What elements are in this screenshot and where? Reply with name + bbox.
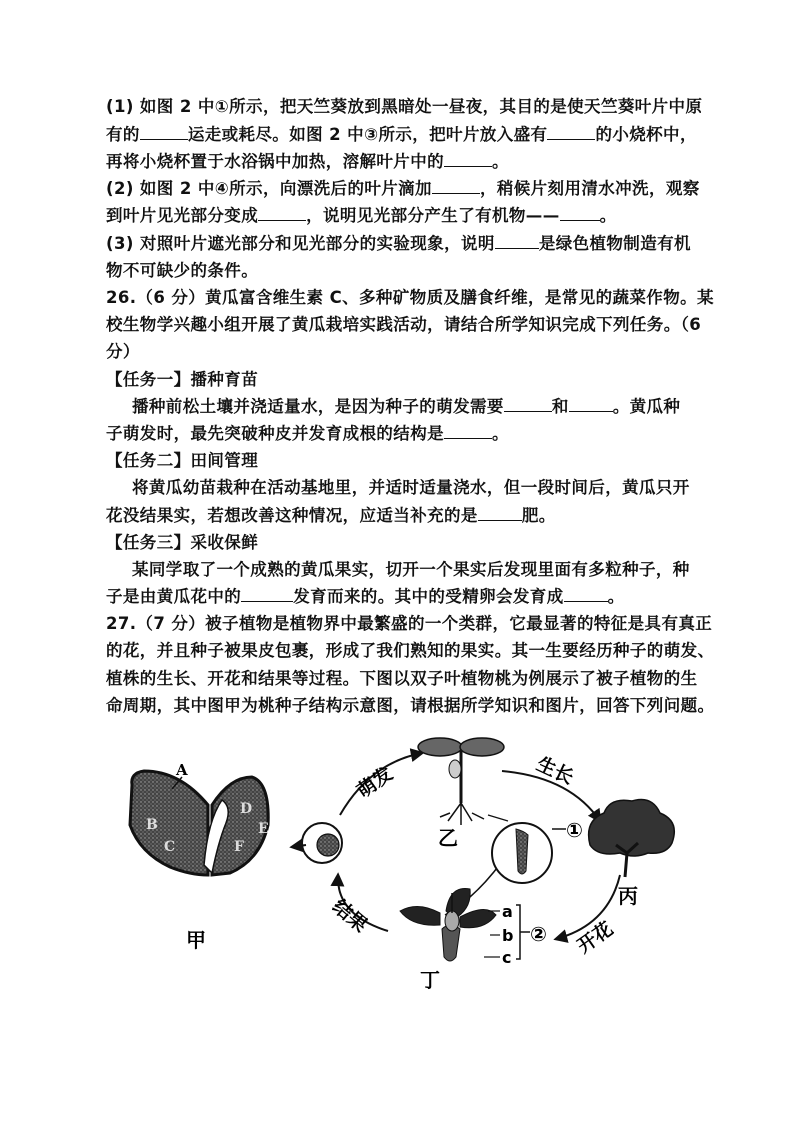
seed-cotyledon-left bbox=[130, 771, 208, 875]
tree-drawing bbox=[589, 800, 675, 878]
seed-label-b: B bbox=[146, 817, 158, 833]
answer-blank[interactable] bbox=[444, 152, 492, 167]
label-yi: 乙 bbox=[438, 826, 458, 850]
text-segment: (3) 对照叶片遮光部分和见光部分的实验现象，说明 bbox=[106, 234, 495, 253]
label-germinate: 萌发 bbox=[353, 762, 397, 803]
q25-part1-line2 bbox=[106, 124, 697, 146]
q25-part1-line3 bbox=[106, 151, 509, 173]
task1-line1 bbox=[132, 396, 680, 418]
label-fruit: 结果 bbox=[328, 895, 372, 937]
text-segment: 子是由黄瓜花中的 bbox=[106, 587, 242, 606]
text-segment: 。 bbox=[492, 424, 509, 443]
q26-stem-line1: 26.（6 分）黄瓜富含维生素 C、多种矿物质及膳食纤维，是常见的蔬菜作物。某 bbox=[106, 288, 714, 307]
seed-label-a: A bbox=[176, 761, 188, 779]
label-circle2: ② bbox=[530, 922, 547, 946]
answer-blank[interactable] bbox=[504, 397, 552, 412]
seed-label-d: D bbox=[240, 801, 253, 817]
flower-part-a: a bbox=[502, 902, 513, 921]
label-grow: 生长 bbox=[533, 752, 577, 789]
answer-blank[interactable] bbox=[564, 587, 608, 602]
answer-blank[interactable] bbox=[258, 206, 306, 221]
q27-stem-line2: 的花，并且种子被果皮包裹，形成了我们熟知的果实。其一生要经历种子的萌发、 bbox=[106, 641, 715, 660]
q25-part2-line2 bbox=[106, 205, 617, 227]
text-segment: 再将小烧杯置于水浴锅中加热，溶解叶片中的 bbox=[106, 152, 444, 171]
seed-label-f: F bbox=[234, 839, 244, 855]
q25-part1-line1: (1) 如图 2 中①所示，把天竺葵放到黑暗处一昼夜，其目的是使天竺葵叶片中原 bbox=[106, 97, 703, 116]
seed-label-c: C bbox=[164, 839, 176, 855]
text-segment: 。黄瓜种 bbox=[612, 397, 681, 416]
life-cycle-figure bbox=[100, 725, 680, 995]
text-segment: ，稍候片刻用清水冲洗，观察 bbox=[479, 179, 700, 198]
seed-label-e: E bbox=[258, 821, 269, 837]
task3-title: 【任务三】采收保鲜 bbox=[106, 533, 259, 552]
task2-line2 bbox=[106, 505, 556, 527]
text-segment: 有的 bbox=[106, 125, 140, 144]
task2-title: 【任务二】田间管理 bbox=[106, 451, 259, 470]
q26-stem-line3: 分） bbox=[106, 342, 140, 361]
text-segment: 到叶片见光部分变成 bbox=[106, 206, 259, 225]
root-tip-magnified bbox=[488, 815, 566, 883]
flower-part-c: c bbox=[502, 948, 512, 967]
flower-drawing bbox=[400, 888, 496, 961]
peach-fruit-drawing bbox=[292, 823, 342, 863]
q27-stem-line3: 植株的生长、开花和结果等过程。下图以双子叶植物桃为例展示了被子植物的生 bbox=[106, 669, 698, 688]
answer-blank[interactable] bbox=[547, 125, 595, 140]
q26-stem-line2: 校生物学兴趣小组开展了黄瓜栽培实践活动，请结合所学知识完成下列任务。（6 bbox=[106, 315, 702, 334]
q27-stem-line1: 27.（7 分）被子植物是植物界中最繁盛的一个类群，它最显著的特征是具有真正 bbox=[106, 614, 713, 633]
q25-part2-line1 bbox=[106, 178, 700, 200]
text-segment: 。 bbox=[607, 587, 625, 606]
text-segment: 花没结果实，若想改善这种情况，应适当补充的是 bbox=[106, 506, 478, 525]
answer-blank[interactable] bbox=[495, 234, 539, 249]
answer-blank[interactable] bbox=[569, 397, 613, 412]
text-segment: 子萌发时，最先突破种皮并发育成根的结构是 bbox=[106, 424, 444, 443]
seed-caption-jia: 甲 bbox=[186, 928, 206, 952]
task1-title: 【任务一】播种育苗 bbox=[106, 370, 259, 389]
text-segment: 的小烧杯中， bbox=[595, 125, 697, 144]
answer-blank[interactable] bbox=[432, 179, 480, 194]
answer-blank[interactable] bbox=[140, 125, 188, 140]
q25-part3-line2: 物不可缺少的条件。 bbox=[106, 261, 259, 280]
text-segment: 是绿色植物制造有机 bbox=[538, 234, 691, 253]
label-ding: 丁 bbox=[420, 968, 440, 992]
label-circle1: ① bbox=[566, 818, 583, 842]
text-segment: (2) 如图 2 中④所示，向漂洗后的叶片滴加 bbox=[106, 179, 432, 198]
text-segment: 运走或耗尽。如图 2 中③所示，把叶片放入盛有 bbox=[187, 125, 548, 144]
seedling-drawing bbox=[418, 738, 504, 825]
answer-blank[interactable] bbox=[444, 424, 492, 439]
text-segment: ，说明见光部分产生了有机物—— bbox=[306, 206, 560, 225]
q27-stem-line4: 命周期，其中图甲为桃种子结构示意图，请根据所学知识和图片，回答下列问题。 bbox=[106, 696, 715, 715]
label-bing: 丙 bbox=[618, 884, 638, 908]
text-segment: 发育而来的。其中的受精卵会发育成 bbox=[293, 587, 564, 606]
task1-line2 bbox=[106, 423, 509, 445]
answer-blank[interactable] bbox=[241, 587, 293, 602]
flower-part-b: b bbox=[502, 926, 514, 945]
seed-structure-diagram bbox=[130, 761, 269, 952]
text-segment: 。 bbox=[492, 152, 509, 171]
text-segment: 和 bbox=[551, 397, 569, 416]
task3-line2 bbox=[106, 586, 625, 608]
text-segment: 播种前松土壤并浇适量水，是因为种子的萌发需要 bbox=[132, 397, 504, 416]
answer-blank[interactable] bbox=[560, 206, 600, 221]
answer-blank[interactable] bbox=[478, 506, 522, 521]
label-flower: 开花 bbox=[573, 917, 618, 958]
text-segment: 肥。 bbox=[521, 506, 556, 525]
task2-line1: 将黄瓜幼苗栽种在活动基地里，并适时适量浇水，但一段时间后，黄瓜只开 bbox=[132, 478, 690, 497]
task3-line1: 某同学取了一个成熟的黄瓜果实，切开一个果实后发现里面有多粒种子，种 bbox=[132, 560, 690, 579]
q25-part3-line1 bbox=[106, 233, 691, 255]
text-segment: 。 bbox=[599, 206, 617, 225]
